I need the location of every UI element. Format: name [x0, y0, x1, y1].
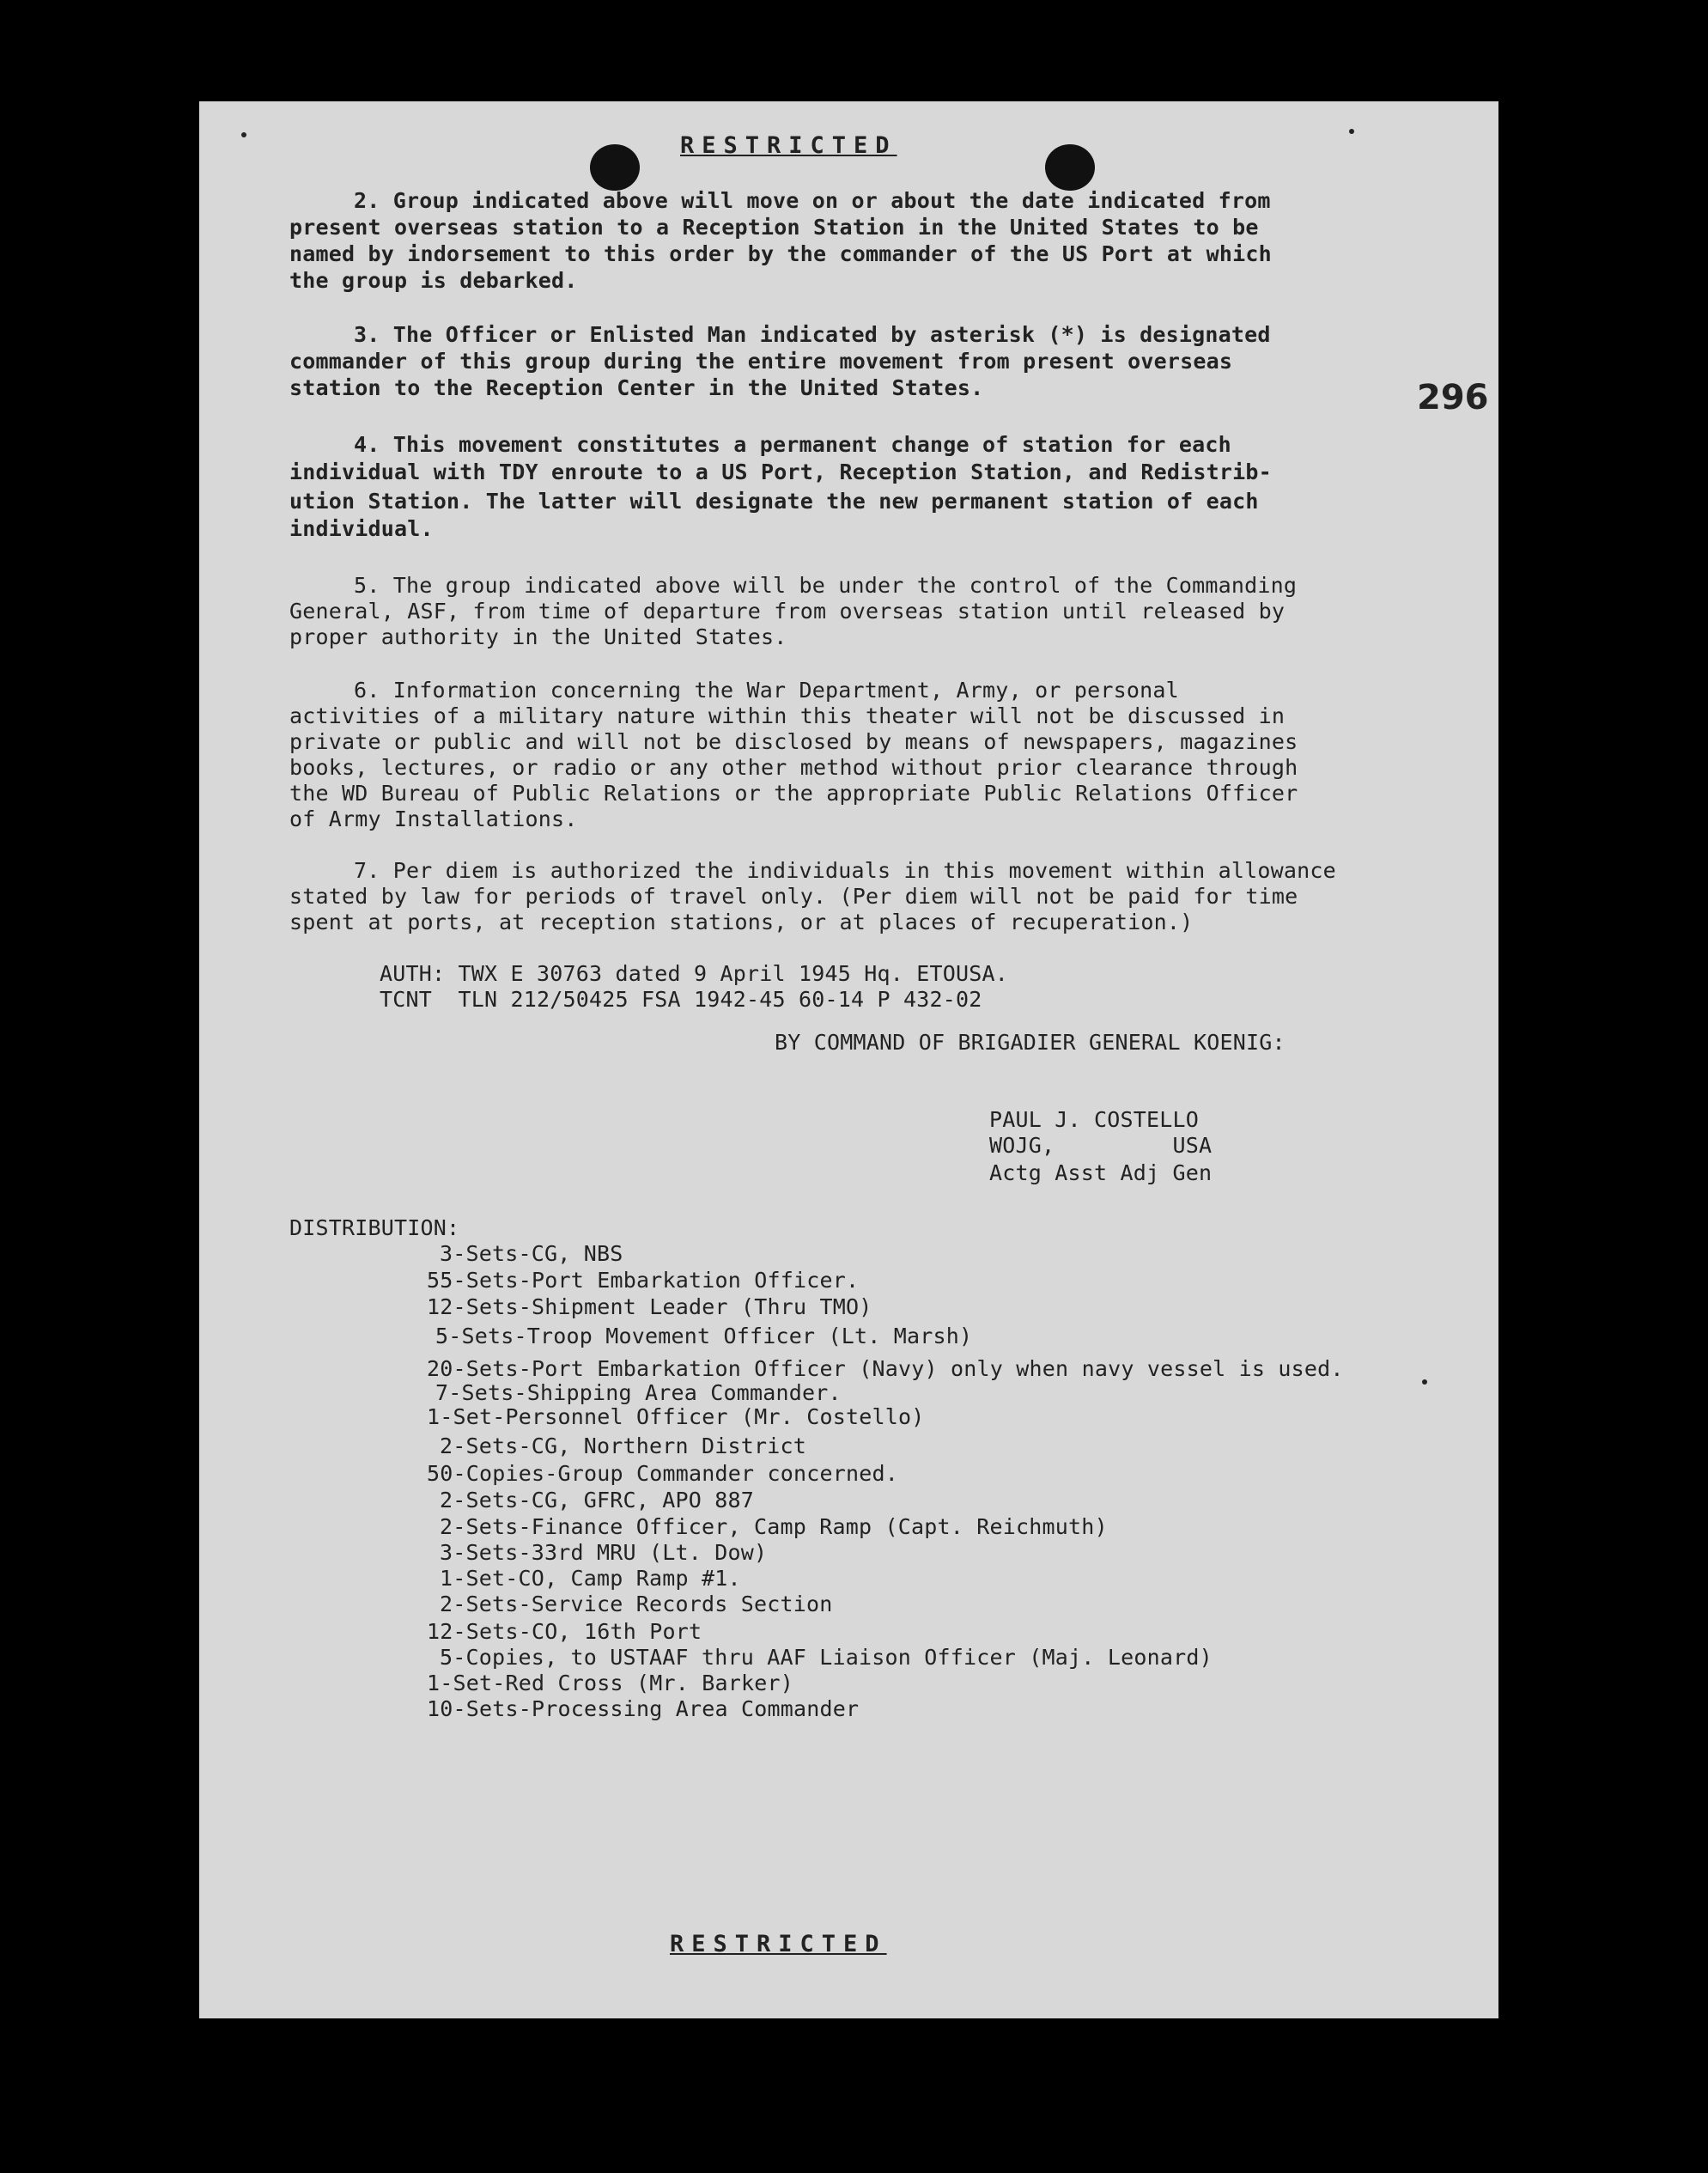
punch-hole-left [590, 144, 640, 191]
paragraph-6-line: private or public and will not be disclosed by means of newspapers, magazines [289, 729, 1298, 754]
signature-rank: WOJG, USA [989, 1133, 1213, 1158]
command-line: BY COMMAND OF BRIGADIER GENERAL KOENIG: [775, 1030, 1286, 1055]
speck [1349, 129, 1354, 134]
distribution-item: 1-Set-Red Cross (Mr. Barker) [427, 1671, 794, 1695]
distribution-item: 10-Sets-Processing Area Commander [427, 1696, 860, 1721]
paragraph-5-line: 5. The group indicated above will be under the control of the Commanding [354, 573, 1298, 598]
signature-title: Actg Asst Adj Gen [989, 1160, 1213, 1185]
signature-name: PAUL J. COSTELLO [989, 1107, 1200, 1132]
paragraph-7-line: stated by law for periods of travel only. (Per diem will not be paid for time [289, 884, 1298, 909]
distribution-item: 20-Sets-Port Embarkation Officer (Navy) only when navy vessel is used. [427, 1356, 1344, 1381]
distribution-item: 7-Sets-Shipping Area Commander. [435, 1380, 842, 1405]
distribution-item: 3-Sets-33rd MRU (Lt. Dow) [440, 1540, 768, 1565]
distribution-item: 12-Sets-Shipment Leader (Thru TMO) [427, 1294, 872, 1319]
paragraph-2-line: 2. Group indicated above will move on or about the date indicated from [354, 188, 1271, 213]
paragraph-3-line: station to the Reception Center in the United States. [289, 375, 984, 400]
document-page [199, 101, 1498, 2018]
paragraph-5-line: proper authority in the United States. [289, 624, 787, 649]
distribution-item: 5-Copies, to USTAAF thru AAF Liaison Officer (Maj. Leonard) [440, 1645, 1213, 1670]
footer-classification: RESTRICTED [670, 1931, 887, 1957]
distribution-item: 55-Sets-Port Embarkation Officer. [427, 1268, 860, 1293]
paragraph-6-line: of Army Installations. [289, 807, 578, 831]
paragraph-6-line: books, lectures, or radio or any other method without prior clearance through [289, 755, 1298, 780]
auth-line: AUTH: TWX E 30763 dated 9 April 1945 Hq. ETOUSA. [380, 961, 1009, 986]
paragraph-7-line: 7. Per diem is authorized the individuals in this movement within allowance [354, 858, 1336, 883]
paragraph-4-line: ution Station. The latter will designate the new permanent station of each [289, 489, 1259, 514]
distribution-item: 2-Sets-Service Records Section [440, 1592, 833, 1616]
paragraph-3-line: 3. The Officer or Enlisted Man indicated by asterisk (*) is designated [354, 322, 1271, 347]
header-classification: RESTRICTED [680, 132, 897, 159]
distribution-item: 2-Sets-CG, GFRC, APO 887 [440, 1488, 755, 1513]
distribution-item: 12-Sets-CO, 16th Port [427, 1619, 702, 1644]
distribution-item: 3-Sets-CG, NBS [440, 1241, 623, 1266]
page-number: 296 [1417, 378, 1489, 417]
distribution-heading: DISTRIBUTION: [289, 1215, 460, 1240]
paragraph-4-line: individual with TDY enroute to a US Port, Reception Station, and Redistrib- [289, 460, 1272, 484]
distribution-item: 5-Sets-Troop Movement Officer (Lt. Marsh) [435, 1324, 973, 1348]
paragraph-6-line: activities of a military nature within this theater will not be discussed in [289, 703, 1286, 728]
paragraph-6-line: the WD Bureau of Public Relations or the appropriate Public Relations Officer [289, 781, 1298, 806]
paragraph-3-line: commander of this group during the entire movement from present overseas [289, 349, 1233, 374]
distribution-item: 2-Sets-CG, Northern District [440, 1433, 807, 1458]
paragraph-2-line: the group is debarked. [289, 268, 578, 293]
paragraph-6-line: 6. Information concerning the War Department, Army, or personal [354, 678, 1179, 703]
distribution-list [427, 1240, 1492, 1721]
punch-hole-right [1045, 144, 1095, 191]
distribution-item: 50-Copies-Group Commander concerned. [427, 1461, 899, 1486]
tcnt-line: TCNT TLN 212/50425 FSA 1942-45 60-14 P 432-02 [380, 987, 982, 1012]
paragraph-2-line: present overseas station to a Reception Station in the United States to be [289, 215, 1259, 240]
distribution-item: 2-Sets-Finance Officer, Camp Ramp (Capt. Reichmuth) [440, 1514, 1108, 1539]
paragraph-4-line: 4. This movement constitutes a permanent change of station for each [354, 432, 1231, 457]
distribution-item: 1-Set-Personnel Officer (Mr. Costello) [427, 1404, 925, 1429]
speck [241, 132, 246, 137]
paragraph-4-line: individual. [289, 516, 434, 541]
paragraph-7-line: spent at ports, at reception stations, or at places of recuperation.) [289, 910, 1194, 934]
paragraph-2-line: named by indorsement to this order by the commander of the US Port at which [289, 241, 1272, 266]
distribution-item: 1-Set-CO, Camp Ramp #1. [440, 1566, 741, 1591]
paragraph-5-line: General, ASF, from time of departure from overseas station until released by [289, 599, 1286, 624]
